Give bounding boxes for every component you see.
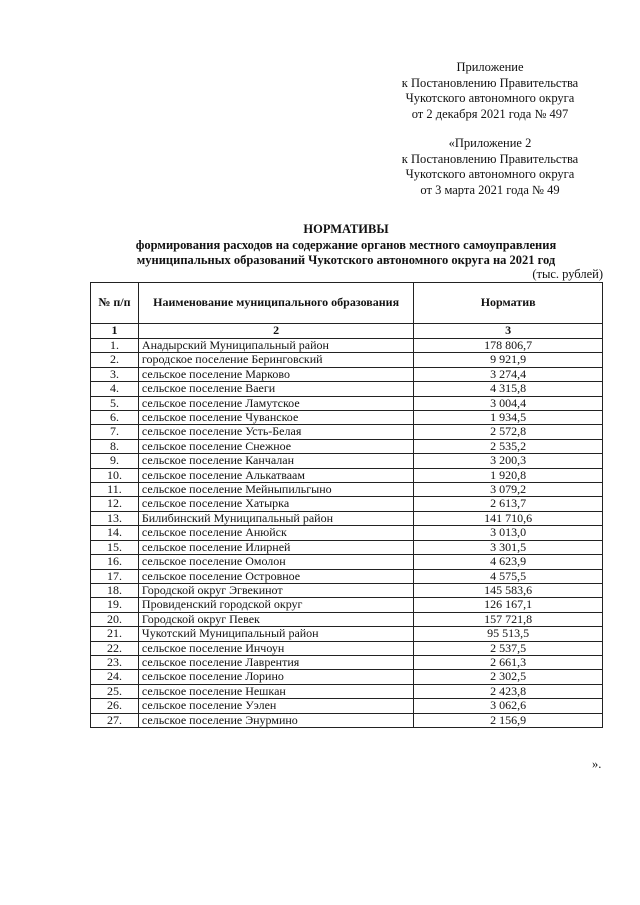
row-number: 22. xyxy=(91,641,139,655)
row-number: 26. xyxy=(91,699,139,713)
row-number: 20. xyxy=(91,612,139,626)
municipality-name: городское поселение Беринговский xyxy=(138,353,413,367)
norm-value: 3 079,2 xyxy=(414,483,603,497)
column-header-number: № п/п xyxy=(91,283,139,324)
table-row xyxy=(91,555,603,569)
municipality-name: сельское поселение Алькатваам xyxy=(138,468,413,482)
column-number: 2 xyxy=(138,324,413,339)
norm-value: 2 302,5 xyxy=(414,670,603,684)
table-row xyxy=(91,396,603,410)
table-header-row xyxy=(91,283,603,324)
table-row xyxy=(91,670,603,684)
norm-value: 1 920,8 xyxy=(414,468,603,482)
norm-value: 2 156,9 xyxy=(414,713,603,727)
norm-value: 2 661,3 xyxy=(414,655,603,669)
appendix-line: от 2 декабря 2021 года № 497 xyxy=(411,106,569,121)
row-number: 4. xyxy=(91,382,139,396)
table-row xyxy=(91,411,603,425)
municipality-name: сельское поселение Нешкан xyxy=(138,684,413,698)
appendix-line: к Постановлению Правительства xyxy=(401,75,579,90)
norm-value: 157 721,8 xyxy=(414,612,603,626)
municipality-name: сельское поселение Омолон xyxy=(138,555,413,569)
row-number: 2. xyxy=(91,353,139,367)
table-row xyxy=(91,425,603,439)
row-number: 21. xyxy=(91,627,139,641)
municipality-name: сельское поселение Анюйск xyxy=(138,526,413,540)
row-number: 15. xyxy=(91,540,139,554)
norm-value: 1 934,5 xyxy=(414,411,603,425)
table-row xyxy=(91,569,603,583)
row-number: 6. xyxy=(91,411,139,425)
appendix-header xyxy=(395,60,585,122)
document-subtitle: формирования расходов на содержание органов местного самоуправления муниципальных образований Чукотского автономного округа на 2021 год xyxy=(135,238,557,267)
row-number: 7. xyxy=(91,425,139,439)
norm-value: 145 583,6 xyxy=(414,583,603,597)
row-number: 3. xyxy=(91,367,139,381)
document-title: НОРМАТИВЫ xyxy=(303,222,389,236)
municipality-name: сельское поселение Лаврентия xyxy=(138,655,413,669)
row-number: 8. xyxy=(91,439,139,453)
norm-value: 2 572,8 xyxy=(414,425,603,439)
municipality-name: Провиденский городской округ xyxy=(138,598,413,612)
municipality-name: сельское поселение Инчоун xyxy=(138,641,413,655)
norm-value: 2 537,5 xyxy=(414,641,603,655)
closing-mark: ». xyxy=(592,757,602,771)
row-number: 14. xyxy=(91,526,139,540)
norm-value: 178 806,7 xyxy=(414,339,603,353)
municipality-name: Городской округ Певек xyxy=(138,612,413,626)
prior-appendix-line: Чукотского автономного округа xyxy=(405,167,575,181)
norm-value: 2 535,2 xyxy=(414,439,603,453)
municipality-name: сельское поселение Марково xyxy=(138,367,413,381)
column-numbering-row xyxy=(91,324,603,339)
municipality-name: сельское поселение Хатырка xyxy=(138,497,413,511)
municipality-name: Анадырский Муниципальный район xyxy=(138,339,413,353)
table-row xyxy=(91,353,603,367)
table-row xyxy=(91,699,603,713)
norm-value: 3 013,0 xyxy=(414,526,603,540)
column-header-norm: Норматив xyxy=(414,283,603,324)
row-number: 11. xyxy=(91,483,139,497)
municipality-name: сельское поселение Энурмино xyxy=(138,713,413,727)
norm-value: 2 423,8 xyxy=(414,684,603,698)
column-header-name: Наименование муниципального образования xyxy=(138,283,413,324)
row-number: 10. xyxy=(91,468,139,482)
table-row xyxy=(91,526,603,540)
municipality-name: сельское поселение Снежное xyxy=(138,439,413,453)
row-number: 12. xyxy=(91,497,139,511)
table-row xyxy=(91,713,603,727)
norm-value: 4 575,5 xyxy=(414,569,603,583)
municipality-name: сельское поселение Илирней xyxy=(138,540,413,554)
municipality-name: Городской округ Эгвекинот xyxy=(138,583,413,597)
norm-value: 4 623,9 xyxy=(414,555,603,569)
prior-appendix-header xyxy=(395,136,585,198)
appendix-line: Приложение xyxy=(456,60,524,74)
row-number: 13. xyxy=(91,511,139,525)
norm-value: 3 062,6 xyxy=(414,699,603,713)
municipality-name: сельское поселение Лорино xyxy=(138,670,413,684)
norm-value: 2 613,7 xyxy=(414,497,603,511)
table-row xyxy=(91,612,603,626)
row-number: 5. xyxy=(91,396,139,410)
table-row xyxy=(91,468,603,482)
norm-value: 3 004,4 xyxy=(414,396,603,410)
municipality-name: сельское поселение Усть-Белая xyxy=(138,425,413,439)
row-number: 23. xyxy=(91,655,139,669)
units-label: (тыс. рублей) xyxy=(532,267,603,281)
table-row xyxy=(91,641,603,655)
table-row xyxy=(91,598,603,612)
row-number: 24. xyxy=(91,670,139,684)
row-number: 16. xyxy=(91,555,139,569)
table-row xyxy=(91,684,603,698)
prior-appendix-line: «Приложение 2 xyxy=(448,136,532,150)
table-row xyxy=(91,497,603,511)
table-row xyxy=(91,511,603,525)
table-body xyxy=(91,339,603,728)
municipality-name: Билибинский Муниципальный район xyxy=(138,511,413,525)
column-number: 1 xyxy=(91,324,139,339)
municipality-name: сельское поселение Чуванское xyxy=(138,411,413,425)
table-row xyxy=(91,655,603,669)
row-number: 27. xyxy=(91,713,139,727)
column-number: 3 xyxy=(414,324,603,339)
norm-value: 4 315,8 xyxy=(414,382,603,396)
row-number: 9. xyxy=(91,454,139,468)
row-number: 18. xyxy=(91,583,139,597)
row-number: 17. xyxy=(91,569,139,583)
table-row xyxy=(91,583,603,597)
norm-value: 3 200,3 xyxy=(414,454,603,468)
norm-value: 3 301,5 xyxy=(414,540,603,554)
municipality-name: сельское поселение Мейныпильгыно xyxy=(138,483,413,497)
norm-value: 95 513,5 xyxy=(414,627,603,641)
table-row xyxy=(91,382,603,396)
municipality-name: Чукотский Муниципальный район xyxy=(138,627,413,641)
row-number: 25. xyxy=(91,684,139,698)
table-row xyxy=(91,483,603,497)
norm-value: 3 274,4 xyxy=(414,367,603,381)
norm-value: 141 710,6 xyxy=(414,511,603,525)
norm-value: 9 921,9 xyxy=(414,353,603,367)
row-number: 19. xyxy=(91,598,139,612)
municipality-name: сельское поселение Канчалан xyxy=(138,454,413,468)
municipality-name: сельское поселение Ламутское xyxy=(138,396,413,410)
municipality-name: сельское поселение Уэлен xyxy=(138,699,413,713)
appendix-line: Чукотского автономного округа xyxy=(405,91,575,105)
table-row xyxy=(91,339,603,353)
table-row xyxy=(91,439,603,453)
table-row xyxy=(91,627,603,641)
prior-appendix-line: к Постановлению Правительства xyxy=(401,151,579,166)
table-row xyxy=(91,454,603,468)
norm-value: 126 167,1 xyxy=(414,598,603,612)
prior-appendix-line: от 3 марта 2021 года № 49 xyxy=(420,182,560,197)
municipality-name: сельское поселение Островное xyxy=(138,569,413,583)
municipality-name: сельское поселение Ваеги xyxy=(138,382,413,396)
row-number: 1. xyxy=(91,339,139,353)
norms-table xyxy=(90,282,603,728)
table-row xyxy=(91,367,603,381)
table-row xyxy=(91,540,603,554)
